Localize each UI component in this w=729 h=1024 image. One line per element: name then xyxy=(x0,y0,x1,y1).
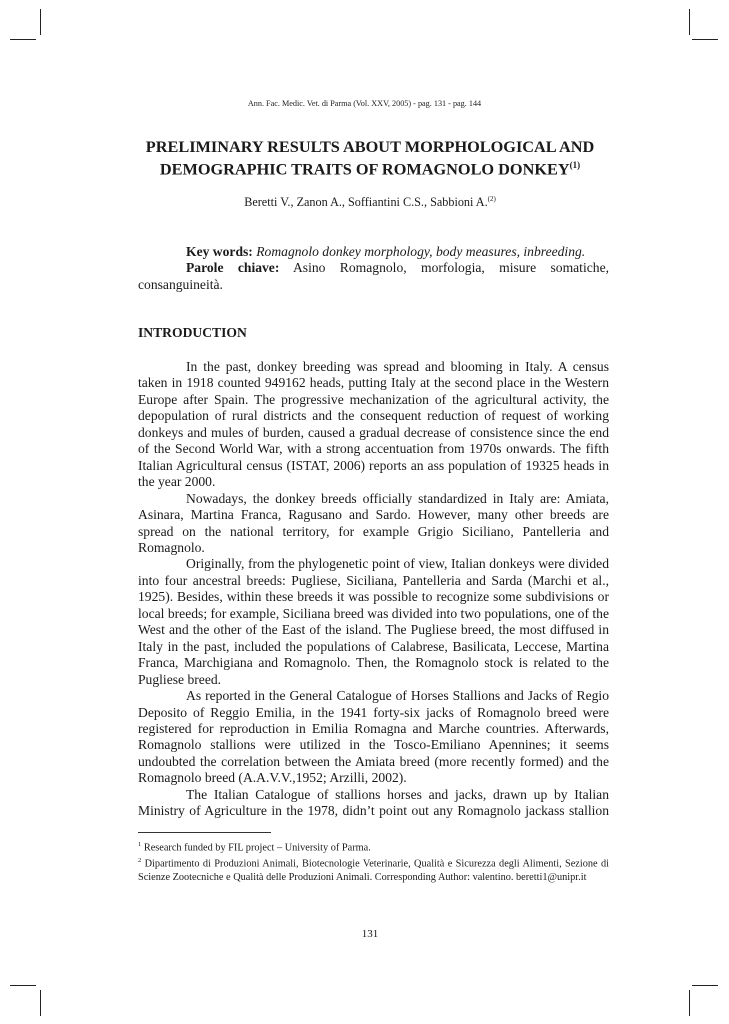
footnote-2-text: Dipartimento di Produzioni Animali, Biotecnologie Veterinarie, Qualità e Sicurezza degli Alimenti, Sezione di Scienze Zootecniche e Qualità delle Produzioni Animali. Corresponding Author: valentino. beretti1@unipr.it xyxy=(138,858,609,883)
footnotes xyxy=(138,838,609,884)
paragraph-5: The Italian Catalogue of stallions horses and jacks, drawn up by Italian Ministry of Agriculture in the 1978, didn’t point out any Romagnolo jackass stallion xyxy=(138,786,609,819)
crop-mark-top-right-h xyxy=(692,39,718,40)
paragraph-3: Originally, from the phylogenetic point of view, Italian donkeys were divided into four ancestral breeds: Pugliese, Siciliana, Pantelleria and Sarda (Marchi et al., 1925). Besides, within these breeds it was possible to recognize some subdivisions or local breeds; for example, Siciliana breed was divided into two populations, one of the West and the other of the East of the island. The Pugliese breed, the most diffused in Italy in the past, included the populations of Calabrese, Basilicata, Leccese, Martina Franca, Marchigiana and Romagnolo. Then, the Romagnolo stock is related to the Pugliese breed. xyxy=(138,556,609,687)
crop-mark-bottom-right-h xyxy=(692,985,718,986)
paper-title xyxy=(120,138,620,178)
author-footnote-marker: (2) xyxy=(487,195,496,203)
keywords-line xyxy=(138,243,609,260)
crop-mark-top-left-v xyxy=(40,9,41,35)
author-list xyxy=(0,195,729,210)
crop-mark-bottom-left-h xyxy=(10,985,36,986)
keywords-text: Romagnolo donkey morphology, body measures, inbreeding. xyxy=(256,244,586,259)
introduction-body xyxy=(138,359,609,820)
parole-chiave-line xyxy=(138,259,609,293)
crop-mark-bottom-right-v xyxy=(689,990,690,1016)
author-names: Beretti V., Zanon A., Soffiantini C.S., Sabbioni A. xyxy=(244,195,488,210)
crop-mark-top-left-h xyxy=(10,39,36,40)
footnote-divider xyxy=(138,832,271,833)
page-number: 131 xyxy=(361,928,379,940)
footnote-1-marker: 1 xyxy=(138,841,142,848)
paragraph-4: As reported in the General Catalogue of Horses Stallions and Jacks of Regio Deposito of Reggio Emilia, in the 1941 forty-six jacks of Romagnolo breed were registered for reproduction in Emilia Romagna and Marche countries. Afterwards, Romagnolo stallions were utilized in the Tosco-Emiliano Apennines; it seems undoubted the correlation between the Amiata breed (more recently formed) and the Romagnolo breed (A.A.V.V.,1952; Arzilli, 2002). xyxy=(138,688,609,786)
title-line-1: PRELIMINARY RESULTS ABOUT MORPHOLOGICAL AND xyxy=(145,137,595,156)
footnote-1-text: Research funded by FIL project – University of Parma. xyxy=(143,842,371,854)
section-heading-introduction: INTRODUCTION xyxy=(138,325,247,340)
footnote-2 xyxy=(138,854,609,883)
crop-mark-bottom-left-v xyxy=(40,990,41,1016)
title-footnote-marker: (1) xyxy=(569,160,581,170)
parole-chiave-text: Asino Romagnolo, morfologia, misure somatiche, consanguineità. xyxy=(138,260,609,292)
parole-chiave-label: Parole chiave: xyxy=(186,260,280,275)
keywords-label: Key words: xyxy=(186,244,253,259)
paragraph-2: Nowadays, the donkey breeds officially standardized in Italy are: Amiata, Asinara, Martina Franca, Ragusano and Sardo. However, many other breeds are spread on the national territory, for example Grigio Siciliano, Pantelleria and Romagnolo. xyxy=(138,490,609,555)
footnote-1 xyxy=(138,838,609,854)
journal-reference: Ann. Fac. Medic. Vet. di Parma (Vol. XXV, 2005) - pag. 131 - pag. 144 xyxy=(247,99,482,108)
paragraph-1: In the past, donkey breeding was spread and blooming in Italy. A census taken in 1918 counted 949162 heads, putting Italy at the second place in the Western Europe after Spain. The progressive mechanization of the agricultural activity, the depopulation of rural districts and the consequent reduction of request of working donkeys and mules of burden, caused a gradual decrease of consistence since the end of the Second World War, with a strong accentuation from 1970s onwards. The fifth Italian Agricultural census (ISTAT, 2006) reports an ass population of 19325 heads in the year 2000. xyxy=(138,359,609,490)
title-line-2: DEMOGRAPHIC TRAITS OF ROMAGNOLO DONKEY xyxy=(159,159,570,179)
crop-mark-top-right-v xyxy=(689,9,690,35)
footnote-2-marker: 2 xyxy=(138,857,142,865)
